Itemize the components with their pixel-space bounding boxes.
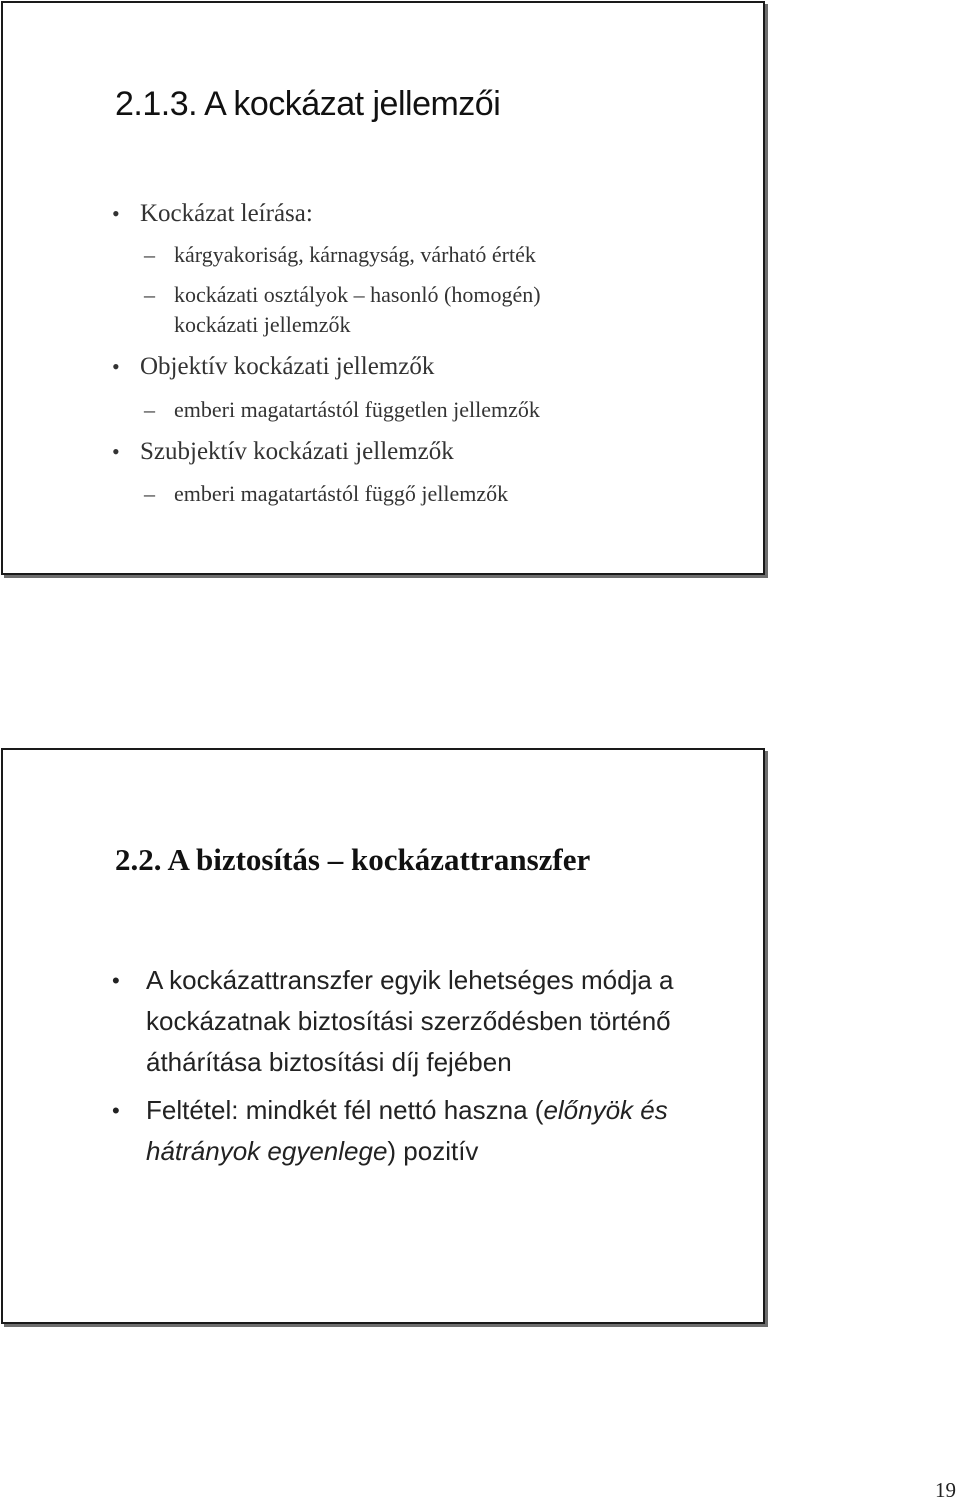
bullet-item bbox=[112, 436, 454, 468]
bullet-item bbox=[112, 1090, 736, 1172]
dash-icon: – bbox=[144, 242, 155, 267]
sub-item-text: kárgyakoriság, kárnagyság, várható érték bbox=[174, 242, 536, 267]
sub-item-text: emberi magatartástól független jellemzők bbox=[174, 397, 540, 422]
bullet-text-italic: előnyök és hátrányok egyenlege bbox=[146, 1095, 668, 1166]
bullet-icon: • bbox=[112, 354, 120, 379]
bullet-text: A kockázattranszfer egyik lehetséges módja a kockázatnak biztosítási szerződésben történő áthárítása biztosítási díj fejében bbox=[146, 965, 674, 1077]
slide-2-title: 2.2. A biztosítás – kockázattranszfer bbox=[115, 842, 591, 877]
slide-1-title: 2.1.3. A kockázat jellemzői bbox=[115, 85, 501, 123]
page-number: 19 bbox=[935, 1478, 956, 1502]
bullet-icon: • bbox=[112, 1098, 120, 1123]
dash-icon: – bbox=[144, 481, 155, 506]
dash-icon: – bbox=[144, 282, 155, 307]
bullet-item bbox=[112, 351, 435, 383]
bullet-icon: • bbox=[112, 439, 120, 464]
sub-item bbox=[144, 280, 541, 310]
sub-item bbox=[144, 395, 540, 425]
bullet-text: Kockázat leírása: bbox=[140, 200, 313, 227]
sub-item-text: emberi magatartástól függő jellemzők bbox=[174, 481, 509, 506]
sub-item-continuation bbox=[174, 310, 351, 340]
bullet-text-end: ) pozitív bbox=[387, 1136, 479, 1166]
sub-item bbox=[144, 479, 509, 509]
dash-icon: – bbox=[144, 397, 155, 422]
sub-item-text: kockázati jellemzők bbox=[174, 312, 351, 337]
bullet-icon: • bbox=[112, 201, 120, 226]
bullet-item bbox=[112, 960, 736, 1083]
sub-item bbox=[144, 240, 536, 270]
slide-1-content bbox=[3, 3, 763, 573]
slide-1 bbox=[1, 1, 765, 575]
bullet-text: Objektív kockázati jellemzők bbox=[140, 353, 435, 380]
bullet-item bbox=[112, 198, 313, 230]
sub-item-text: kockázati osztályok – hasonló (homogén) bbox=[174, 282, 541, 307]
bullet-text-start: Feltétel: mindkét fél nettó haszna ( bbox=[146, 1095, 544, 1125]
bullet-text: Szubjektív kockázati jellemzők bbox=[140, 438, 454, 465]
bullet-icon: • bbox=[112, 968, 120, 993]
slide-2-content bbox=[3, 750, 763, 1322]
slide-2 bbox=[1, 748, 765, 1324]
